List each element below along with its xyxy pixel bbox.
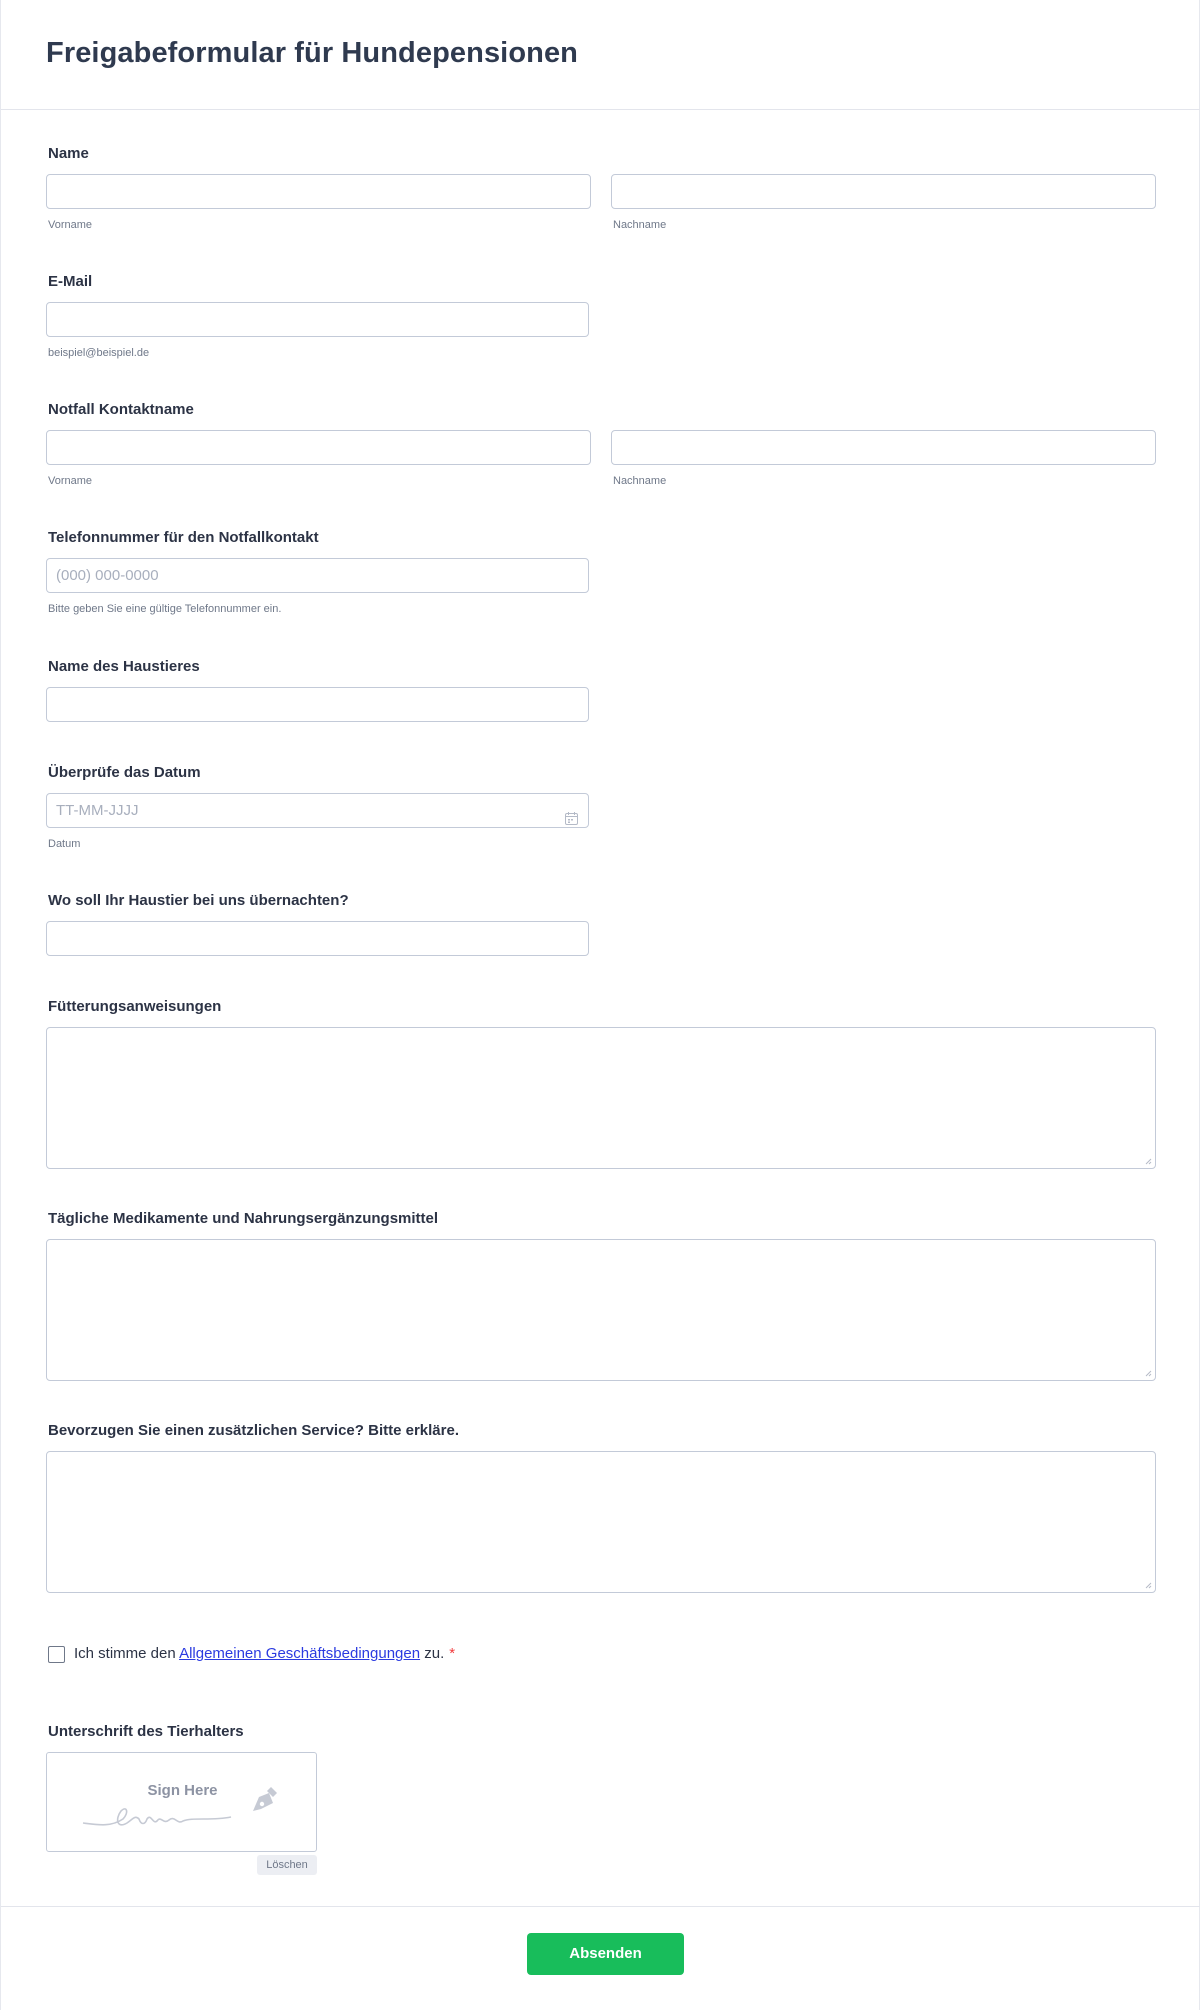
pet-name-input[interactable]: [46, 687, 589, 722]
signature-pad[interactable]: [46, 1752, 317, 1852]
required-asterisk: *: [449, 1645, 456, 1662]
emergency-phone-input[interactable]: (000) 000-0000: [46, 558, 589, 593]
emergency-first-name-input[interactable]: [46, 430, 591, 465]
pen-nib-icon: [247, 1783, 281, 1817]
terms-text: [74, 1645, 455, 1662]
emergency-last-name-input[interactable]: [611, 430, 1156, 465]
emergency-last-name-sublabel: Nachname: [613, 475, 667, 487]
date-sublabel: Datum: [48, 838, 81, 850]
email-input[interactable]: [46, 302, 589, 337]
resize-grip-icon[interactable]: [1145, 1370, 1152, 1377]
first-name-sublabel: Vorname: [48, 219, 93, 231]
terms-link[interactable]: Allgemeinen Geschäftsbedingungen: [179, 1645, 421, 1662]
emergency-first-name-sublabel: Vorname: [48, 475, 93, 487]
last-name-sublabel: Nachname: [613, 219, 667, 231]
calendar-icon[interactable]: [565, 804, 578, 817]
feeding-textarea[interactable]: [46, 1027, 1156, 1169]
last-name-input[interactable]: [611, 174, 1156, 209]
resize-grip-icon[interactable]: [1145, 1582, 1152, 1589]
feeding-label: Fütterungsanweisungen: [48, 998, 222, 1015]
date-placeholder: TT-MM-JJJJ: [56, 802, 139, 819]
terms-prefix: Ich stimme den: [74, 1645, 176, 1662]
date-label: Überprüfe das Datum: [48, 764, 201, 781]
name-label: Name: [48, 145, 89, 162]
stay-label: Wo soll Ihr Haustier bei uns übernachten?: [48, 892, 349, 909]
signature-placeholder: Sign Here: [147, 1782, 218, 1799]
email-sublabel: beispiel@beispiel.de: [48, 347, 150, 359]
form-title: Freigabeformular für Hundepensionen: [46, 37, 578, 69]
signature-label: Unterschrift des Tierhalters: [48, 1723, 244, 1740]
pet-name-label: Name des Haustieres: [48, 658, 200, 675]
submit-button[interactable]: Absenden: [527, 1933, 684, 1975]
first-name-input[interactable]: [46, 174, 591, 209]
emergency-phone-label: Telefonnummer für den Notfallkontakt: [48, 529, 319, 546]
emergency-name-label: Notfall Kontaktname: [48, 401, 194, 418]
service-label: Bevorzugen Sie einen zusätzlichen Service? Bitte erkläre.: [48, 1422, 459, 1439]
meds-label: Tägliche Medikamente und Nahrungsergänzungsmittel: [48, 1210, 439, 1227]
service-textarea[interactable]: [46, 1451, 1156, 1593]
email-label: E-Mail: [48, 273, 93, 290]
form-header: [1, 0, 1200, 110]
signature-squiggle-icon: [81, 1803, 251, 1831]
meds-textarea[interactable]: [46, 1239, 1156, 1381]
terms-suffix: zu.: [424, 1645, 445, 1662]
terms-checkbox[interactable]: [48, 1646, 65, 1663]
date-input[interactable]: [46, 793, 589, 828]
stay-input[interactable]: [46, 921, 589, 956]
clear-signature-button[interactable]: Löschen: [257, 1855, 317, 1875]
resize-grip-icon[interactable]: [1145, 1158, 1152, 1165]
emergency-phone-sublabel: Bitte geben Sie eine gültige Telefonnummer ein.: [48, 603, 282, 615]
